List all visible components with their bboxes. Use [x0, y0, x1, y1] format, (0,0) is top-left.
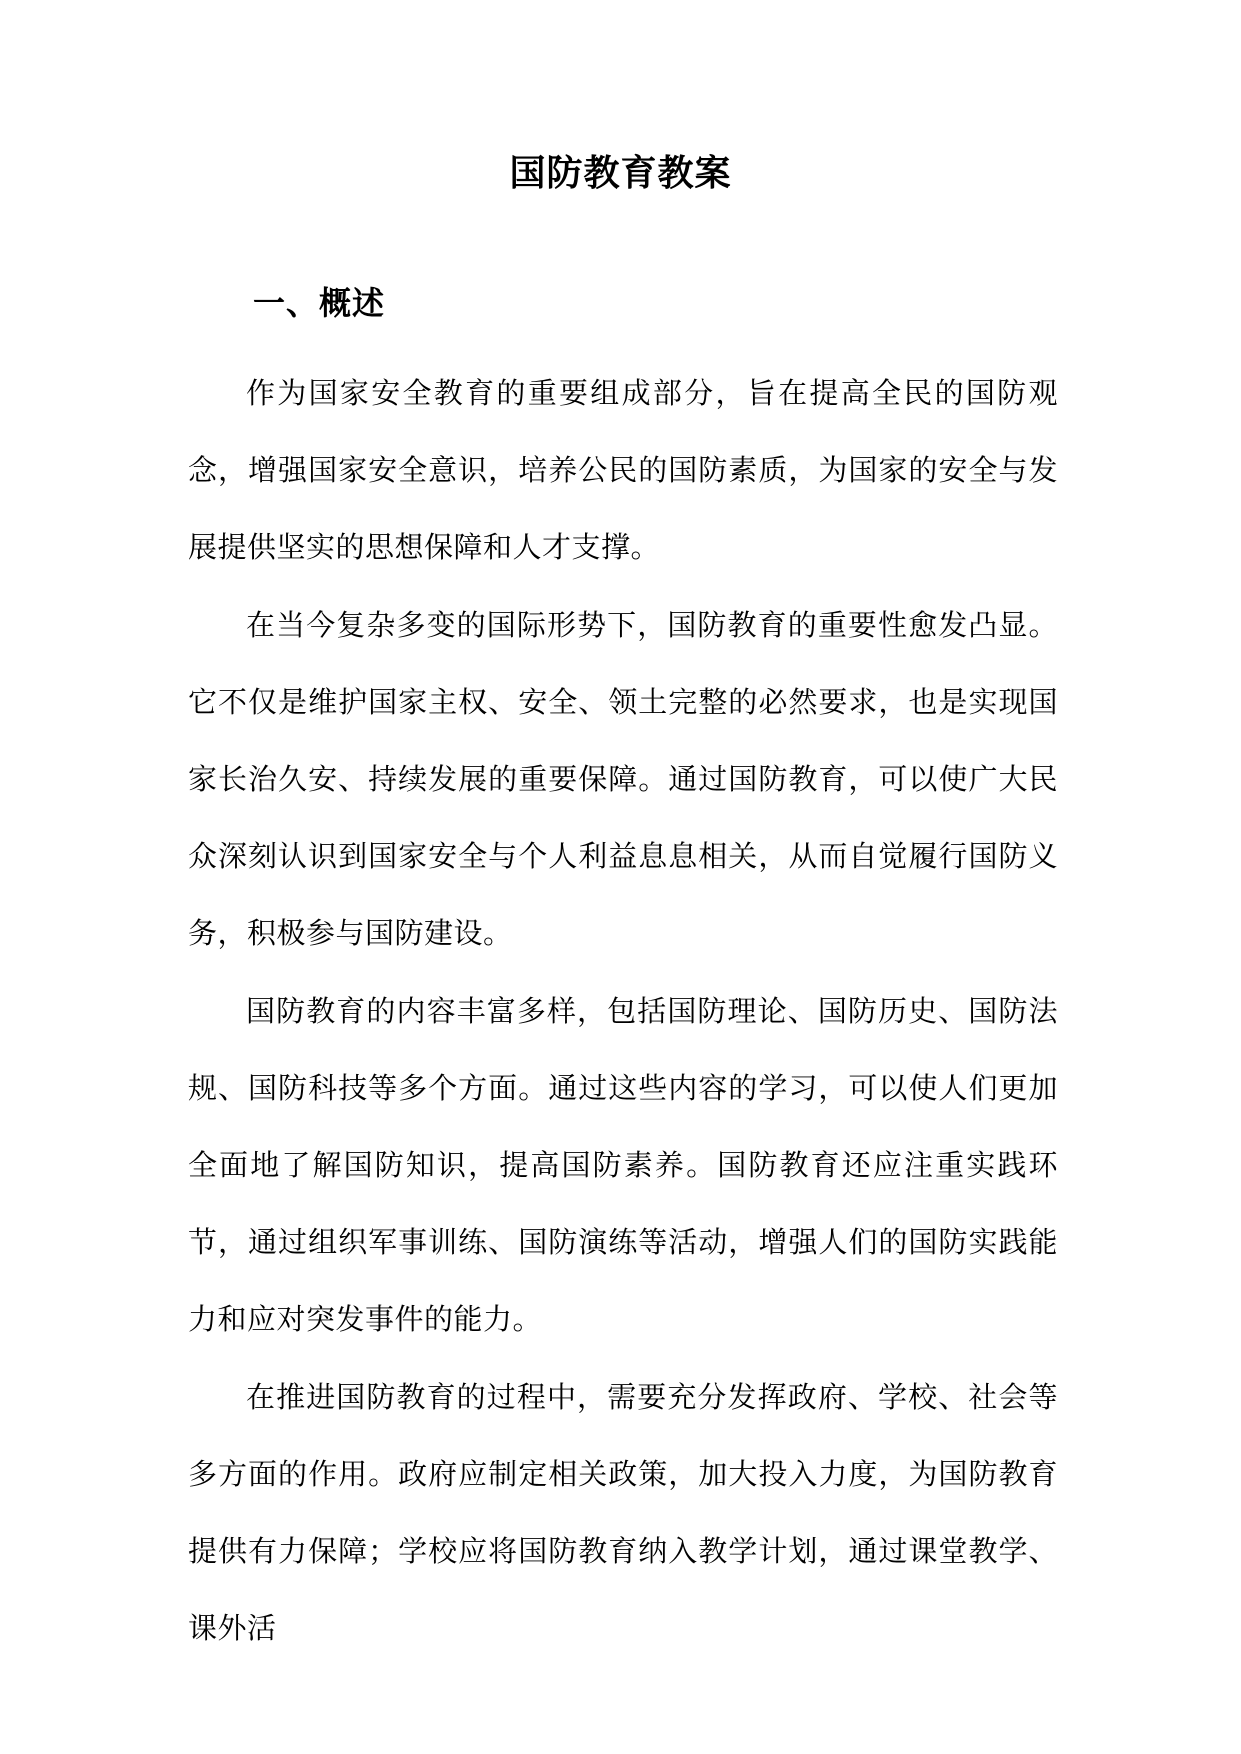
paragraph: 在推进国防教育的过程中，需要充分发挥政府、学校、社会等多方面的作用。政府应制定相关政策，加大投入力度，为国防教育提供有力保障；学校应将国防教育纳入教学计划，通过课堂教学、课外活: [188, 1380, 1058, 1645]
paragraph: 国防教育的内容丰富多样，包括国防理论、国防历史、国防法规、国防科技等多个方面。通过这些内容的学习，可以使人们更加全面地了解国防知识，提高国防素养。国防教育还应注重实践环节，通过组织军事训练、国防演练等活动，增强人们的国防实践能力和应对突发事件的能力。: [188, 994, 1058, 1336]
document-body: [188, 355, 1058, 1668]
section-heading-overview: 一、概述: [253, 284, 386, 322]
paragraph: 作为国家安全教育的重要组成部分，旨在提高全民的国防观念，增强国家安全意识，培养公民的国防素质，为国家的安全与发展提供坚实的思想保障和人才支撑。: [188, 376, 1058, 564]
document-title: 国防教育教案: [509, 152, 732, 194]
paragraph: 在当今复杂多变的国际形势下，国防教育的重要性愈发凸显。它不仅是维护国家主权、安全、领土完整的必然要求，也是实现国家长治久安、持续发展的重要保障。通过国防教育，可以使广大民众深刻认识到国家安全与个人利益息息相关，从而自觉履行国防义务，积极参与国防建设。: [188, 608, 1058, 950]
